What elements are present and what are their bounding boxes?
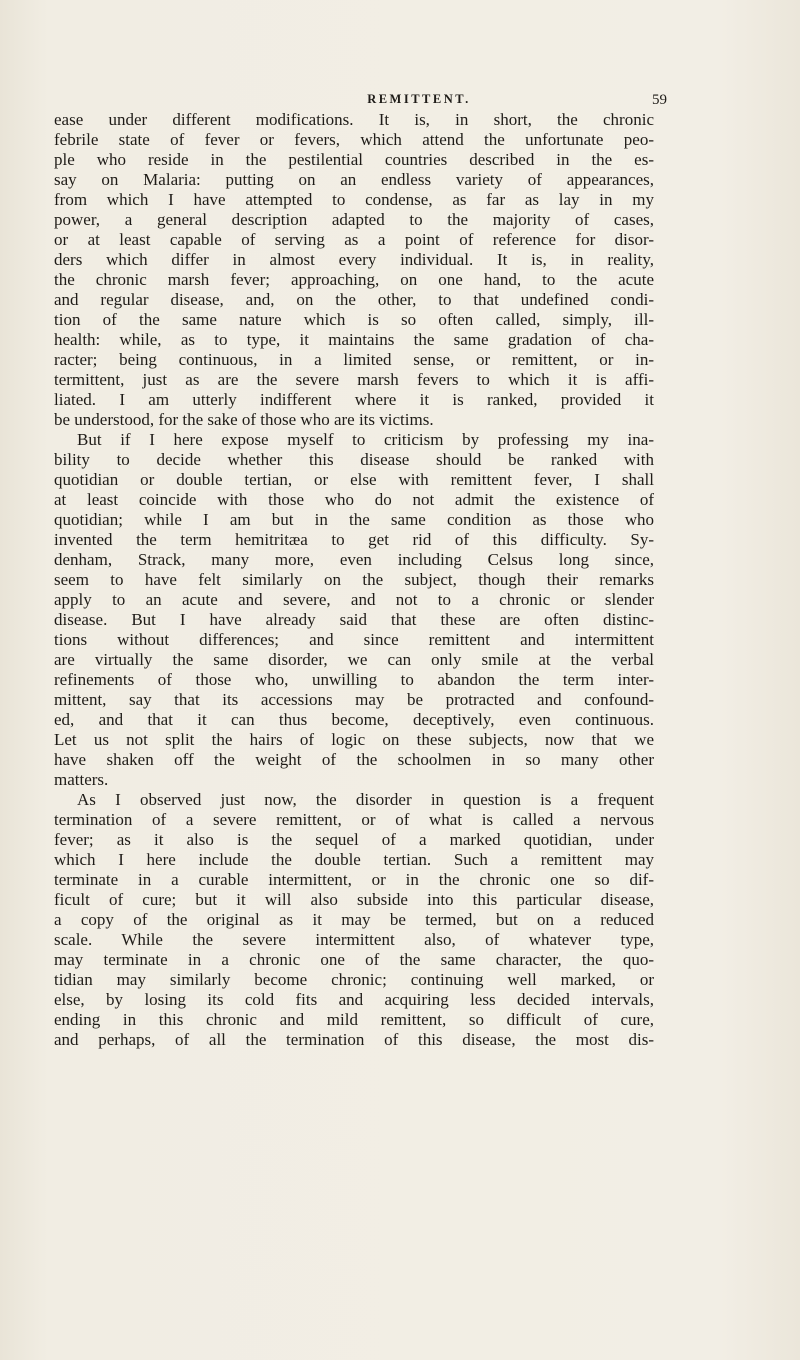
text-line: are virtually the same disorder, we can only smile at the verbal bbox=[54, 650, 654, 669]
text-line: apply to an acute and severe, and not to a chronic or slender bbox=[54, 590, 654, 609]
running-head bbox=[0, 92, 800, 112]
text-line: refinements of those who, unwilling to abandon the term inter- bbox=[54, 670, 654, 689]
text-line: be understood, for the sake of those who are its victims. bbox=[54, 410, 434, 429]
text-line: scale. While the severe intermittent also, of whatever type, bbox=[54, 930, 654, 949]
text-line: mittent, say that its accessions may be protracted and confound- bbox=[54, 690, 654, 709]
text-line: and perhaps, of all the termination of this disease, the most dis- bbox=[54, 1030, 654, 1049]
text-line: health: while, as to type, it maintains the same gradation of cha- bbox=[54, 330, 654, 349]
text-line: terminate in a curable intermittent, or in the chronic one so dif- bbox=[54, 870, 654, 889]
text-line: matters. bbox=[54, 770, 109, 789]
text-line: termination of a severe remittent, or of what is called a nervous bbox=[54, 810, 654, 829]
text-line: febrile state of fever or fevers, which attend the unfortunate peo- bbox=[54, 130, 654, 149]
text-line: ending in this chronic and mild remittent, so difficult of cure, bbox=[54, 1010, 654, 1029]
text-line: quotidian; while I am but in the same condition as those who bbox=[54, 510, 654, 529]
text-line: at least coincide with those who do not admit the existence of bbox=[54, 490, 654, 509]
text-line: ders which differ in almost every individual. It is, in reality, bbox=[54, 250, 654, 269]
text-line: a copy of the original as it may be termed, but on a reduced bbox=[54, 910, 654, 929]
text-line: denham, Strack, many more, even including Celsus long since, bbox=[54, 550, 654, 569]
text-line: invented the term hemitritæa to get rid of this difficulty. Sy- bbox=[54, 530, 654, 549]
text-line: bility to decide whether this disease should be ranked with bbox=[54, 450, 654, 469]
text-line: the chronic marsh fever; approaching, on one hand, to the acute bbox=[54, 270, 654, 289]
text-line: may terminate in a chronic one of the same character, the quo- bbox=[54, 950, 654, 969]
text-line: and regular disease, and, on the other, to that undefined condi- bbox=[54, 290, 654, 309]
text-line: termittent, just as are the severe marsh fevers to which it is affi- bbox=[54, 370, 654, 389]
text-line: fever; as it also is the sequel of a marked quotidian, under bbox=[54, 830, 654, 849]
text-line: have shaken off the weight of the schoolmen in so many other bbox=[54, 750, 654, 769]
text-line: racter; being continuous, in a limited sense, or remittent, or in- bbox=[54, 350, 654, 369]
text-line: else, by losing its cold fits and acquiring less decided intervals, bbox=[54, 990, 654, 1009]
text-line: tion of the same nature which is so often called, simply, ill- bbox=[54, 310, 654, 329]
text-line: ficult of cure; but it will also subside into this particular disease, bbox=[54, 890, 654, 909]
text-line: disease. But I have already said that these are often distinc- bbox=[54, 610, 654, 629]
text-line: Let us not split the hairs of logic on these subjects, now that we bbox=[54, 730, 654, 749]
text-line: tions without differences; and since remittent and intermittent bbox=[54, 630, 654, 649]
page-number: 59 bbox=[652, 92, 667, 108]
text-line: ed, and that it can thus become, deceptively, even continuous. bbox=[54, 710, 654, 729]
text-line: liated. I am utterly indifferent where it is ranked, provided it bbox=[54, 390, 654, 409]
text-line: from which I have attempted to condense, as far as lay in my bbox=[54, 190, 654, 209]
text-line: ple who reside in the pestilential countries described in the es- bbox=[54, 150, 654, 169]
text-line: or at least capable of serving as a point of reference for disor- bbox=[54, 230, 654, 249]
text-line: tidian may similarly become chronic; continuing well marked, or bbox=[54, 970, 654, 989]
text-line: ease under different modifications. It is, in short, the chronic bbox=[54, 110, 654, 129]
paragraph-first-line: As I observed just now, the disorder in question is a frequent bbox=[77, 790, 654, 809]
body-text bbox=[54, 110, 654, 1050]
text-line: seem to have felt similarly on the subject, though their remarks bbox=[54, 570, 654, 589]
paragraph-first-line: But if I here expose myself to criticism by professing my ina- bbox=[77, 430, 654, 449]
text-line: say on Malaria: putting on an endless variety of appearances, bbox=[54, 170, 654, 189]
text-line: which I here include the double tertian. Such a remittent may bbox=[54, 850, 654, 869]
text-line: quotidian or double tertian, or else with remittent fever, I shall bbox=[54, 470, 654, 489]
running-head-title: REMITTENT. bbox=[367, 92, 471, 106]
text-line: power, a general description adapted to the majority of cases, bbox=[54, 210, 654, 229]
